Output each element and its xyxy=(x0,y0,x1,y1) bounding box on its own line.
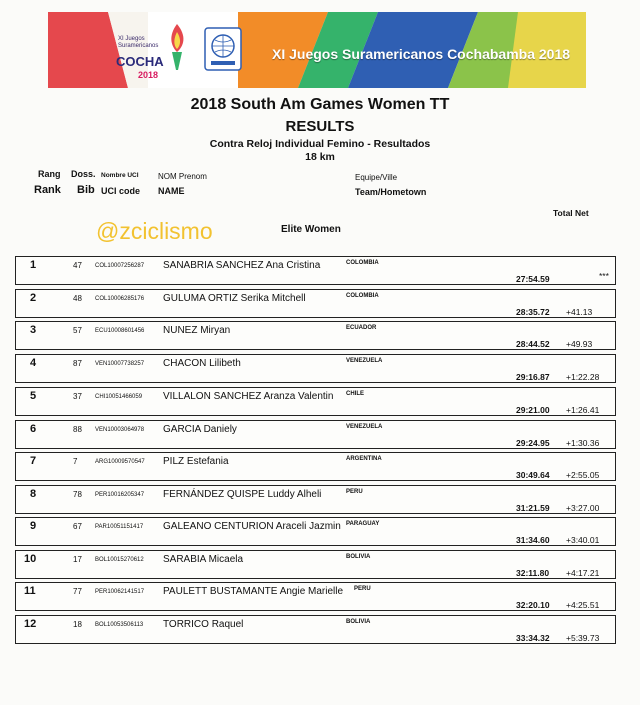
page-title: 2018 South Am Games Women TT xyxy=(190,96,450,113)
rank: 11 xyxy=(24,585,36,597)
time-gap: +3:40.01 xyxy=(566,535,600,545)
rider-name: TORRICO Raquel xyxy=(163,619,244,630)
rank: 3 xyxy=(30,324,37,336)
rider-name: SANABRIA SANCHEZ Ana Cristina xyxy=(163,260,321,271)
uci-code: BOL10053506113 xyxy=(95,622,144,628)
country: VENEZUELA xyxy=(346,358,383,364)
rider-name: PILZ Estefania xyxy=(163,456,229,467)
uci-code: PAR10051151417 xyxy=(95,524,144,530)
total-time: 28:44.52 xyxy=(516,339,550,349)
time-gap: +1:26.41 xyxy=(566,405,600,415)
country: COLOMBIA xyxy=(346,293,379,299)
total-time: 27:54.59 xyxy=(516,274,550,284)
uci-code: COL10007256287 xyxy=(95,263,145,269)
time-gap: +4:25.51 xyxy=(566,600,600,610)
bib: 87 xyxy=(73,359,82,368)
table-row xyxy=(15,387,616,416)
table-row xyxy=(15,354,616,383)
rank: 10 xyxy=(24,553,37,565)
col-header-rang: Rang xyxy=(38,169,61,179)
time-gap: +4:17.21 xyxy=(566,568,600,578)
col-header-rank: Rank xyxy=(34,184,61,196)
total-time: 28:35.72 xyxy=(516,307,550,317)
table-row xyxy=(15,582,616,611)
logo-year: 2018 xyxy=(138,70,159,80)
torch-logo-icon xyxy=(162,22,192,72)
bib: 37 xyxy=(73,392,82,401)
uci-code: COL10006285176 xyxy=(95,296,145,302)
odesur-emblem-icon xyxy=(203,26,243,72)
country: BOLIVIA xyxy=(346,554,371,560)
bib: 78 xyxy=(73,490,82,499)
bib: 57 xyxy=(73,326,82,335)
watermark-handle: @zciclismo xyxy=(96,218,213,244)
col-header-bib: Bib xyxy=(77,184,95,196)
country: PERU xyxy=(354,586,371,592)
col-header-nombre-uci: Nombre UCI xyxy=(101,172,139,179)
total-time: 30:49.64 xyxy=(516,470,550,480)
rank: 12 xyxy=(24,618,37,630)
logo-subtitle: XI Juegos Suramericanos xyxy=(118,36,159,49)
results-heading: RESULTS xyxy=(285,118,355,135)
rider-name: NUNEZ Miryan xyxy=(163,325,231,336)
rank: 6 xyxy=(30,423,37,435)
table-row xyxy=(15,517,616,546)
table-row xyxy=(15,420,616,449)
rider-name: GULUMA ORTIZ Serika Mitchell xyxy=(163,293,306,304)
bib: 17 xyxy=(73,555,82,564)
banner-title: XI Juegos Suramericanos Cochabamba 2018 xyxy=(272,46,571,62)
col-header-team: Team/Hometown xyxy=(355,187,427,197)
time-gap: +2:55.05 xyxy=(566,470,600,480)
uci-code: PER10016205347 xyxy=(95,492,145,498)
table-row xyxy=(15,550,616,579)
col-header-equipe: Equipe/Ville xyxy=(355,173,398,182)
rider-name: GALEANO CENTURION Araceli Jazmin xyxy=(163,521,341,532)
table-row xyxy=(15,289,616,318)
table-row xyxy=(15,615,616,644)
uci-code: PER10062141517 xyxy=(95,589,145,595)
country: PARAGUAY xyxy=(346,521,380,527)
rank: 7 xyxy=(30,455,37,467)
country: ARGENTINA xyxy=(346,456,382,462)
country: CHILE xyxy=(346,391,364,397)
rank: 5 xyxy=(30,390,37,402)
time-gap: *** xyxy=(599,271,609,281)
category-label: Elite Women xyxy=(281,224,341,235)
rank: 1 xyxy=(30,259,37,271)
uci-code: VEN10007738257 xyxy=(95,361,145,367)
uci-code: BOL10015270612 xyxy=(95,557,144,563)
total-time: 31:34.60 xyxy=(516,535,550,545)
rider-name: VILLALON SANCHEZ Aranza Valentin xyxy=(163,391,334,402)
results-subtitle: Contra Reloj Individual Femino - Resultados xyxy=(209,138,431,150)
uci-code: ECU10008601456 xyxy=(95,328,145,334)
bib: 47 xyxy=(73,261,82,270)
bib: 88 xyxy=(73,425,82,434)
col-header-name: NAME xyxy=(158,186,185,196)
rank: 8 xyxy=(30,488,37,500)
logo-city: COCHA xyxy=(116,54,164,69)
col-header-nom-prenom: NOM Prenom xyxy=(158,172,207,181)
rank: 2 xyxy=(30,292,37,304)
rider-name: GARCIA Daniely xyxy=(163,424,237,435)
table-row xyxy=(15,321,616,350)
rider-name: PAULETT BUSTAMANTE Angie Marielle xyxy=(163,586,344,597)
uci-code: ARG10009570547 xyxy=(95,459,145,465)
table-row xyxy=(15,452,616,481)
time-gap: +49.93 xyxy=(566,339,593,349)
rider-name: SARABIA Micaela xyxy=(163,554,244,565)
bib: 7 xyxy=(73,457,78,466)
country: ECUADOR xyxy=(346,325,377,331)
rider-name: FERNÁNDEZ QUISPE Luddy Alheli xyxy=(163,489,322,500)
uci-code: VEN10003064978 xyxy=(95,427,145,433)
total-time: 29:21.00 xyxy=(516,405,550,415)
total-time: 29:24.95 xyxy=(516,438,550,448)
total-time: 31:21.59 xyxy=(516,503,550,513)
col-header-total-net: Total Net xyxy=(553,208,589,218)
country: BOLIVIA xyxy=(346,619,371,625)
col-header-uci-code: UCI code xyxy=(101,186,141,196)
time-gap: +1:30.36 xyxy=(566,438,600,448)
table-row xyxy=(15,485,616,514)
total-time: 32:11.80 xyxy=(516,568,550,578)
bib: 48 xyxy=(73,294,82,303)
time-gap: +41.13 xyxy=(566,307,593,317)
total-time: 33:34.32 xyxy=(516,633,550,643)
bib: 67 xyxy=(73,522,82,531)
bib: 77 xyxy=(73,587,82,596)
race-distance: 18 km xyxy=(305,151,335,163)
country: PERU xyxy=(346,489,363,495)
total-time: 32:20.10 xyxy=(516,600,550,610)
time-gap: +3:27.00 xyxy=(566,503,600,513)
col-header-doss: Doss. xyxy=(71,169,96,179)
time-gap: +5:39.73 xyxy=(566,633,600,643)
country: VENEZUELA xyxy=(346,424,383,430)
time-gap: +1:22.28 xyxy=(566,372,600,382)
rank: 4 xyxy=(30,357,37,369)
country: COLOMBIA xyxy=(346,260,379,266)
bib: 18 xyxy=(73,620,82,629)
rider-name: CHACON Lilibeth xyxy=(163,358,241,369)
total-time: 29:16.87 xyxy=(516,372,550,382)
rank: 9 xyxy=(30,520,37,532)
uci-code: CHI10051466059 xyxy=(95,394,143,400)
event-banner xyxy=(48,12,586,88)
table-row xyxy=(15,256,616,285)
